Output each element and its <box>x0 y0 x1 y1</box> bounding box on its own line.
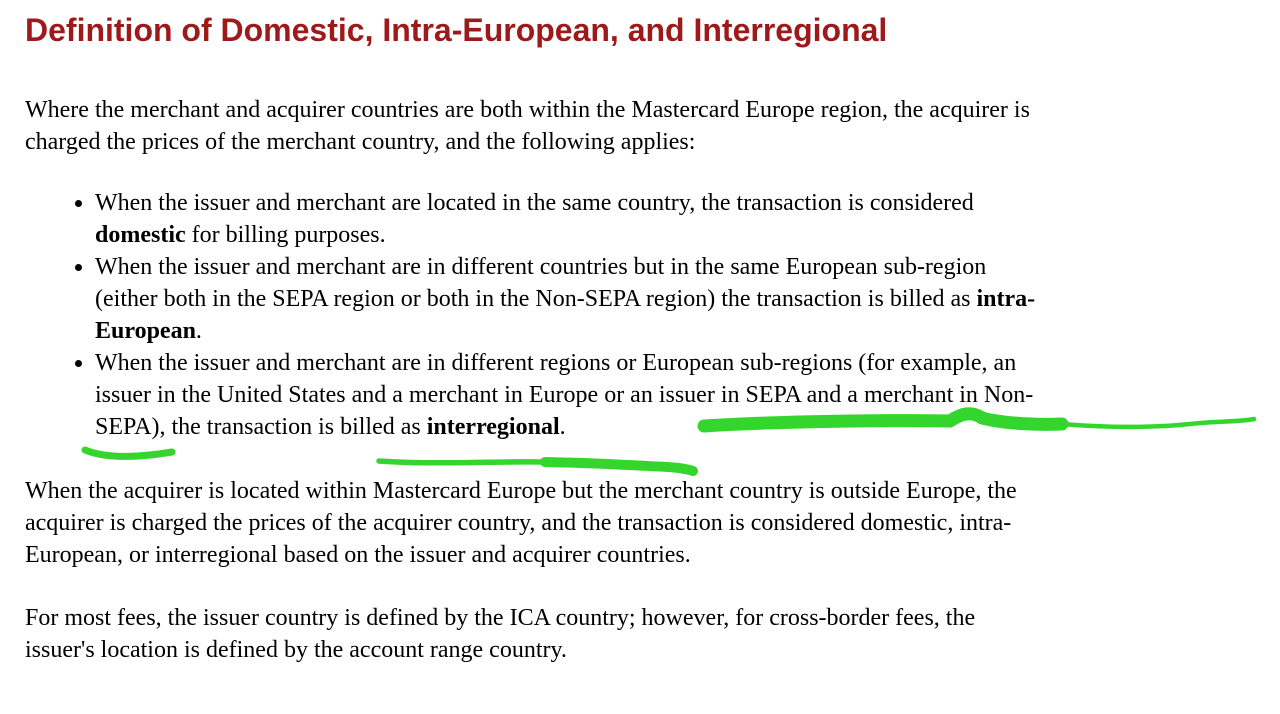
text-run: (either both in the SEPA region or both in the Non-SEPA region) the transaction is billed as <box>95 286 977 312</box>
bold-term: domestic <box>95 222 186 248</box>
list-item-interregional <box>95 347 1240 443</box>
fees-paragraph <box>25 602 1240 666</box>
text-run: issuer in the United States and a merchant in Europe or an issuer in SEPA and a merchant in Non- <box>95 382 1034 408</box>
bold-term: interregional <box>426 414 560 440</box>
intro-paragraph <box>25 94 1240 158</box>
text-run: acquirer is charged the prices of the acquirer country, and the transaction is considered domestic, intra- <box>25 510 1012 536</box>
text-run: When the issuer and merchant are in different countries but in the same European sub-region <box>95 254 987 280</box>
text-run: SEPA), the transaction is billed as <box>95 414 427 440</box>
list-item-intra-european <box>95 251 1240 347</box>
bold-term: European <box>95 318 196 344</box>
text-run: When the issuer and merchant are located in the same country, the transaction is considered <box>95 190 974 216</box>
definitions-list <box>25 187 1240 443</box>
bold-term: intra- <box>976 286 1036 312</box>
text-run: Where the merchant and acquirer countries are both within the Mastercard Europe region, the acquirer is <box>25 97 1030 123</box>
text-run: . <box>195 318 202 344</box>
text-run: charged the prices of the merchant country, and the following applies: <box>25 129 696 155</box>
text-run: When the issuer and merchant are in different regions or European sub-regions (for example, an <box>95 350 1017 376</box>
page-title: Definition of Domestic, Intra-European, and Interregional <box>25 12 888 48</box>
text-run: European, or interregional based on the issuer and acquirer countries. <box>25 542 691 568</box>
acquirer-paragraph <box>25 475 1240 571</box>
text-run: For most fees, the issuer country is defined by the ICA country; however, for cross-border fees, the <box>25 605 976 631</box>
text-run: issuer's location is defined by the account range country. <box>25 637 567 663</box>
text-run: When the acquirer is located within Mastercard Europe but the merchant country is outside Europe, the <box>25 478 1017 504</box>
text-run: for billing purposes. <box>185 222 386 248</box>
list-item-domestic <box>95 187 1240 251</box>
text-run: . <box>559 414 566 440</box>
